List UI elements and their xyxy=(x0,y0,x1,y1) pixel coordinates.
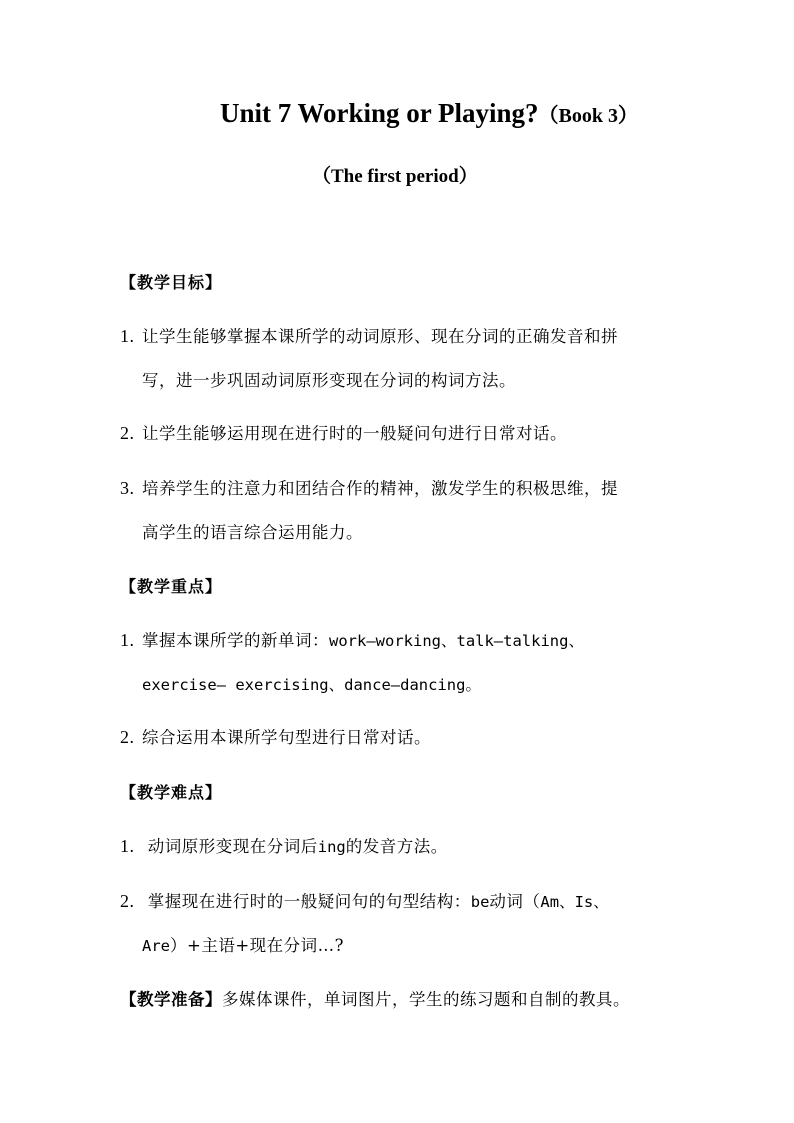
title-book: （Book 3） xyxy=(538,105,639,127)
item-term: be xyxy=(470,893,490,911)
item-text: 培养学生的注意力和团结合作的精神，激发学生的积极思维，提 xyxy=(142,479,618,498)
item-text-continued xyxy=(120,924,700,968)
difficulty-item-1 xyxy=(120,824,676,869)
item-text-continued: 写，进一步巩固动词原形变现在分词的构词方法。 xyxy=(142,371,516,390)
preparation-line xyxy=(120,986,680,1010)
item-number: 2. xyxy=(120,727,135,747)
item-text-end: 的发音方法。 xyxy=(345,837,448,856)
item-number: 2. xyxy=(120,891,135,911)
key-point-item-2 xyxy=(120,715,676,760)
difficulties-heading: 【教学难点】 xyxy=(120,783,223,802)
item-term-2: Am、Is、 xyxy=(540,893,609,911)
page-title xyxy=(0,98,794,129)
item-number: 1. xyxy=(120,630,135,650)
item-term-3: Are xyxy=(142,937,170,955)
title-main: Unit 7 Working or Playing? xyxy=(219,98,539,128)
item-number: 2. xyxy=(120,423,135,443)
item-text-mid: 动词（ xyxy=(489,892,541,911)
key-point-item-1 xyxy=(120,618,700,707)
item-text: 让学生能够运用现在进行时的一般疑问句进行日常对话。 xyxy=(142,424,567,443)
item-text: 动词原形变现在分词后 xyxy=(142,837,318,856)
objective-item-1 xyxy=(120,314,676,403)
item-text-continued: 高学生的语言综合运用能力。 xyxy=(142,523,363,542)
key-points-heading: 【教学重点】 xyxy=(120,577,223,596)
objectives-heading: 【教学目标】 xyxy=(120,273,223,292)
item-number: 1. xyxy=(120,326,135,346)
item-text: 综合运用本课所学句型进行日常对话。 xyxy=(142,728,431,747)
page-subtitle: （The first period） xyxy=(312,166,478,187)
item-number: 3. xyxy=(120,478,135,498)
difficulty-item-2 xyxy=(120,879,700,968)
preparation-heading: 【教学准备】 xyxy=(120,990,222,1009)
objective-item-3 xyxy=(120,466,676,555)
item-vocab: work—working、talk—talking、 xyxy=(329,632,584,650)
item-text: 掌握本课所学的新单词： xyxy=(142,631,329,650)
item-vocab-continued: exercise— exercising、dance—dancing。 xyxy=(142,676,481,694)
item-term: ing xyxy=(317,838,346,856)
item-text: 掌握现在进行时的一般疑问句的句型结构： xyxy=(142,892,471,911)
item-number: 1. xyxy=(120,836,135,856)
item-text: 让学生能够掌握本课所学的动词原形、现在分词的正确发音和拼 xyxy=(142,327,618,346)
objective-item-2 xyxy=(120,411,676,456)
preparation-text: 多媒体课件，单词图片，学生的练习题和自制的教具。 xyxy=(222,990,630,1009)
item-text-end: ）+主语+现在分词…? xyxy=(170,936,344,955)
